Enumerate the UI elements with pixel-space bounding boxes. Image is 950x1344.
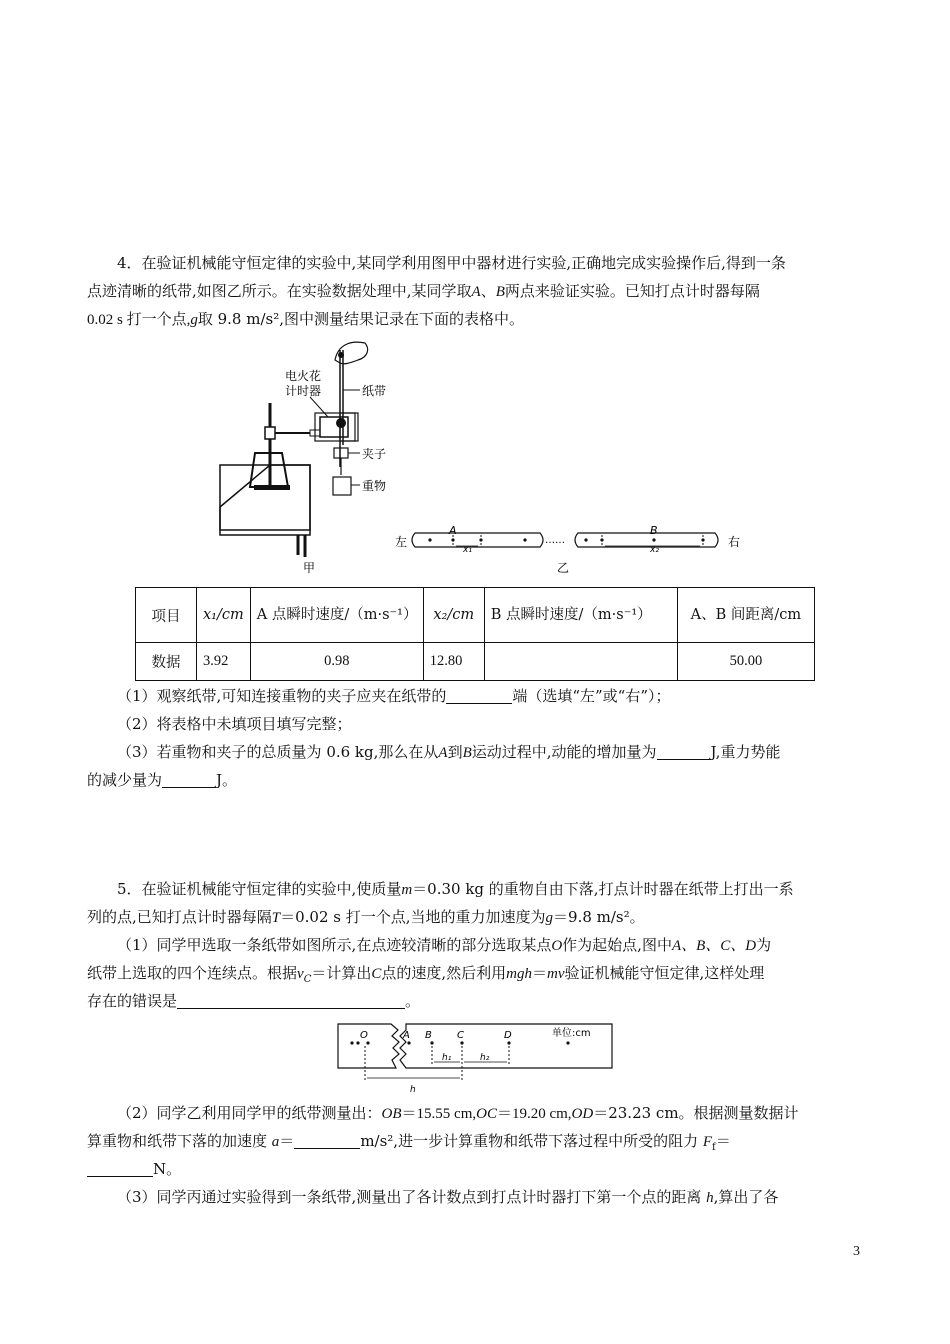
q5-line-2: 列的点,已知打点计时器每隔T＝0.02 s 打一个点,当地的重力加速度为g＝9.8 m/s²。 — [87, 908, 645, 926]
cell-va: 0.98 — [250, 643, 423, 681]
q4-sub-2: （2）将表格中未填项目填写完整； — [117, 715, 352, 733]
q5-h-label: h — [410, 1085, 416, 1095]
q4-data-table — [135, 587, 815, 681]
lab-table — [220, 465, 310, 530]
answer-blank[interactable] — [446, 687, 512, 704]
answer-blank[interactable] — [657, 743, 711, 760]
table-data-row — [136, 643, 815, 681]
header-x2: x₂/cm — [423, 588, 484, 643]
q5-sub-1-line-2: 纸带上选取的四个连续点。根据$v_C=$计算出C点的速度,然后利用mgh＝mv验证机械能守恒定律,这样处理 — [87, 964, 765, 985]
table-header-row — [136, 588, 815, 643]
q4-line-3: 0.02 s 打一个点,g取 9.8 m/s²,图中测量结果记录在下面的表格中。 — [87, 310, 524, 328]
header-vb: B 点瞬时速度/（m·s⁻¹） — [484, 588, 677, 643]
page-number: 3 — [853, 1244, 860, 1259]
q4-apparatus-figure — [210, 335, 770, 580]
header-ab: A、B 间距离/cm — [677, 588, 814, 643]
answer-blank[interactable] — [87, 1160, 153, 1177]
q4-sub-3-cont: 的减少量为 J。 — [87, 771, 238, 789]
answer-blank[interactable] — [162, 771, 216, 788]
row-label: 数据 — [136, 643, 197, 681]
tape-left-label: 左 — [395, 535, 408, 549]
point-A-label: A — [449, 524, 457, 537]
timer-label-1: 电火花 — [285, 369, 322, 383]
q5-line-1: 5．在验证机械能守恒定律的实验中,使质量m＝0.30 kg 的重物自由下落,打点计时器在纸带上打出一系 — [117, 880, 794, 898]
answer-blank[interactable] — [177, 992, 405, 1009]
q5-unit-label: 单位:cm — [552, 1028, 591, 1039]
fig-jia-label: 甲 — [303, 561, 316, 575]
q5-point-C: C — [457, 1030, 464, 1041]
q5-h1-label: h₁ — [442, 1053, 452, 1063]
q5-sub-3-line-1: （3）同学丙通过实验得到一条纸带,测量出了各计数点到打点计时器打下第一个点的距离 h,算出了各 — [117, 1188, 779, 1206]
q5-point-D: D — [504, 1030, 512, 1041]
q5-h2-label: h₂ — [480, 1053, 490, 1063]
answer-blank[interactable] — [294, 1132, 360, 1149]
q4-line-1: 4．在验证机械能守恒定律的实验中,某同学利用图甲中器材进行实验,正确地完成实验操作后,得到一条 — [117, 254, 786, 272]
weight-label: 重物 — [362, 479, 387, 493]
tape-right-label: 右 — [728, 535, 741, 549]
q5-sub-1-line-1: （1）同学甲选取一条纸带如图所示,在点迹较清晰的部分选取某点O作为起始点,图中A、B、C、D为 — [117, 936, 772, 954]
header-x1: x₁/cm — [197, 588, 251, 643]
tape-label: 纸带 — [362, 384, 387, 398]
q5-sub-2-line-1: （2）同学乙利用同学甲的纸带测量出：OB＝15.55 cm,OC＝19.20 cm,OD＝23.23 cm。根据测量数据计 — [117, 1104, 799, 1122]
timer-label-2: 计时器 — [285, 384, 322, 398]
q4-sub-3: （3）若重物和夹子的总质量为 0.6 kg,那么在从A到B运动过程中,动能的增加量为 J,重力势能 — [117, 743, 781, 761]
point-B-label: B — [650, 524, 658, 537]
header-item: 项目 — [136, 588, 197, 643]
q5-sub-1-line-3: 存在的错误是 。 — [87, 992, 421, 1010]
q5-point-O: O — [360, 1030, 368, 1041]
header-va: A 点瞬时速度/（m·s⁻¹） — [250, 588, 423, 643]
cell-vb — [484, 643, 677, 681]
svg-text:……: …… — [545, 535, 565, 546]
q5-tape-figure — [336, 1016, 616, 1096]
x1-label: x₁ — [463, 545, 472, 555]
clip-label: 夹子 — [362, 447, 387, 461]
fig-yi-label: 乙 — [557, 561, 570, 575]
cell-x1: 3.92 — [197, 643, 251, 681]
x2-label: x₂ — [650, 545, 659, 555]
q5-sub-2-line-3: N。 — [87, 1156, 865, 1183]
q4-line-2: 点迹清晰的纸带,如图乙所示。在实验数据处理中,某同学取A、B两点来验证实验。已知打点计时器每隔 — [87, 282, 760, 300]
cell-ab: 50.00 — [677, 643, 814, 681]
q5-sub-2-line-2: 算重物和纸带下落的加速度 a＝ m/s²,进一步计算重物和纸带下落过程中所受的阻力 $F_f=$ — [87, 1132, 731, 1153]
cell-x2: 12.80 — [423, 643, 484, 681]
q4-sub-1: （1）观察纸带,可知连接重物的夹子应夹在纸带的 端（选填“左”或“右”）； — [117, 687, 671, 705]
q5-point-B: B — [425, 1030, 432, 1041]
q5-point-A: A — [403, 1030, 410, 1041]
